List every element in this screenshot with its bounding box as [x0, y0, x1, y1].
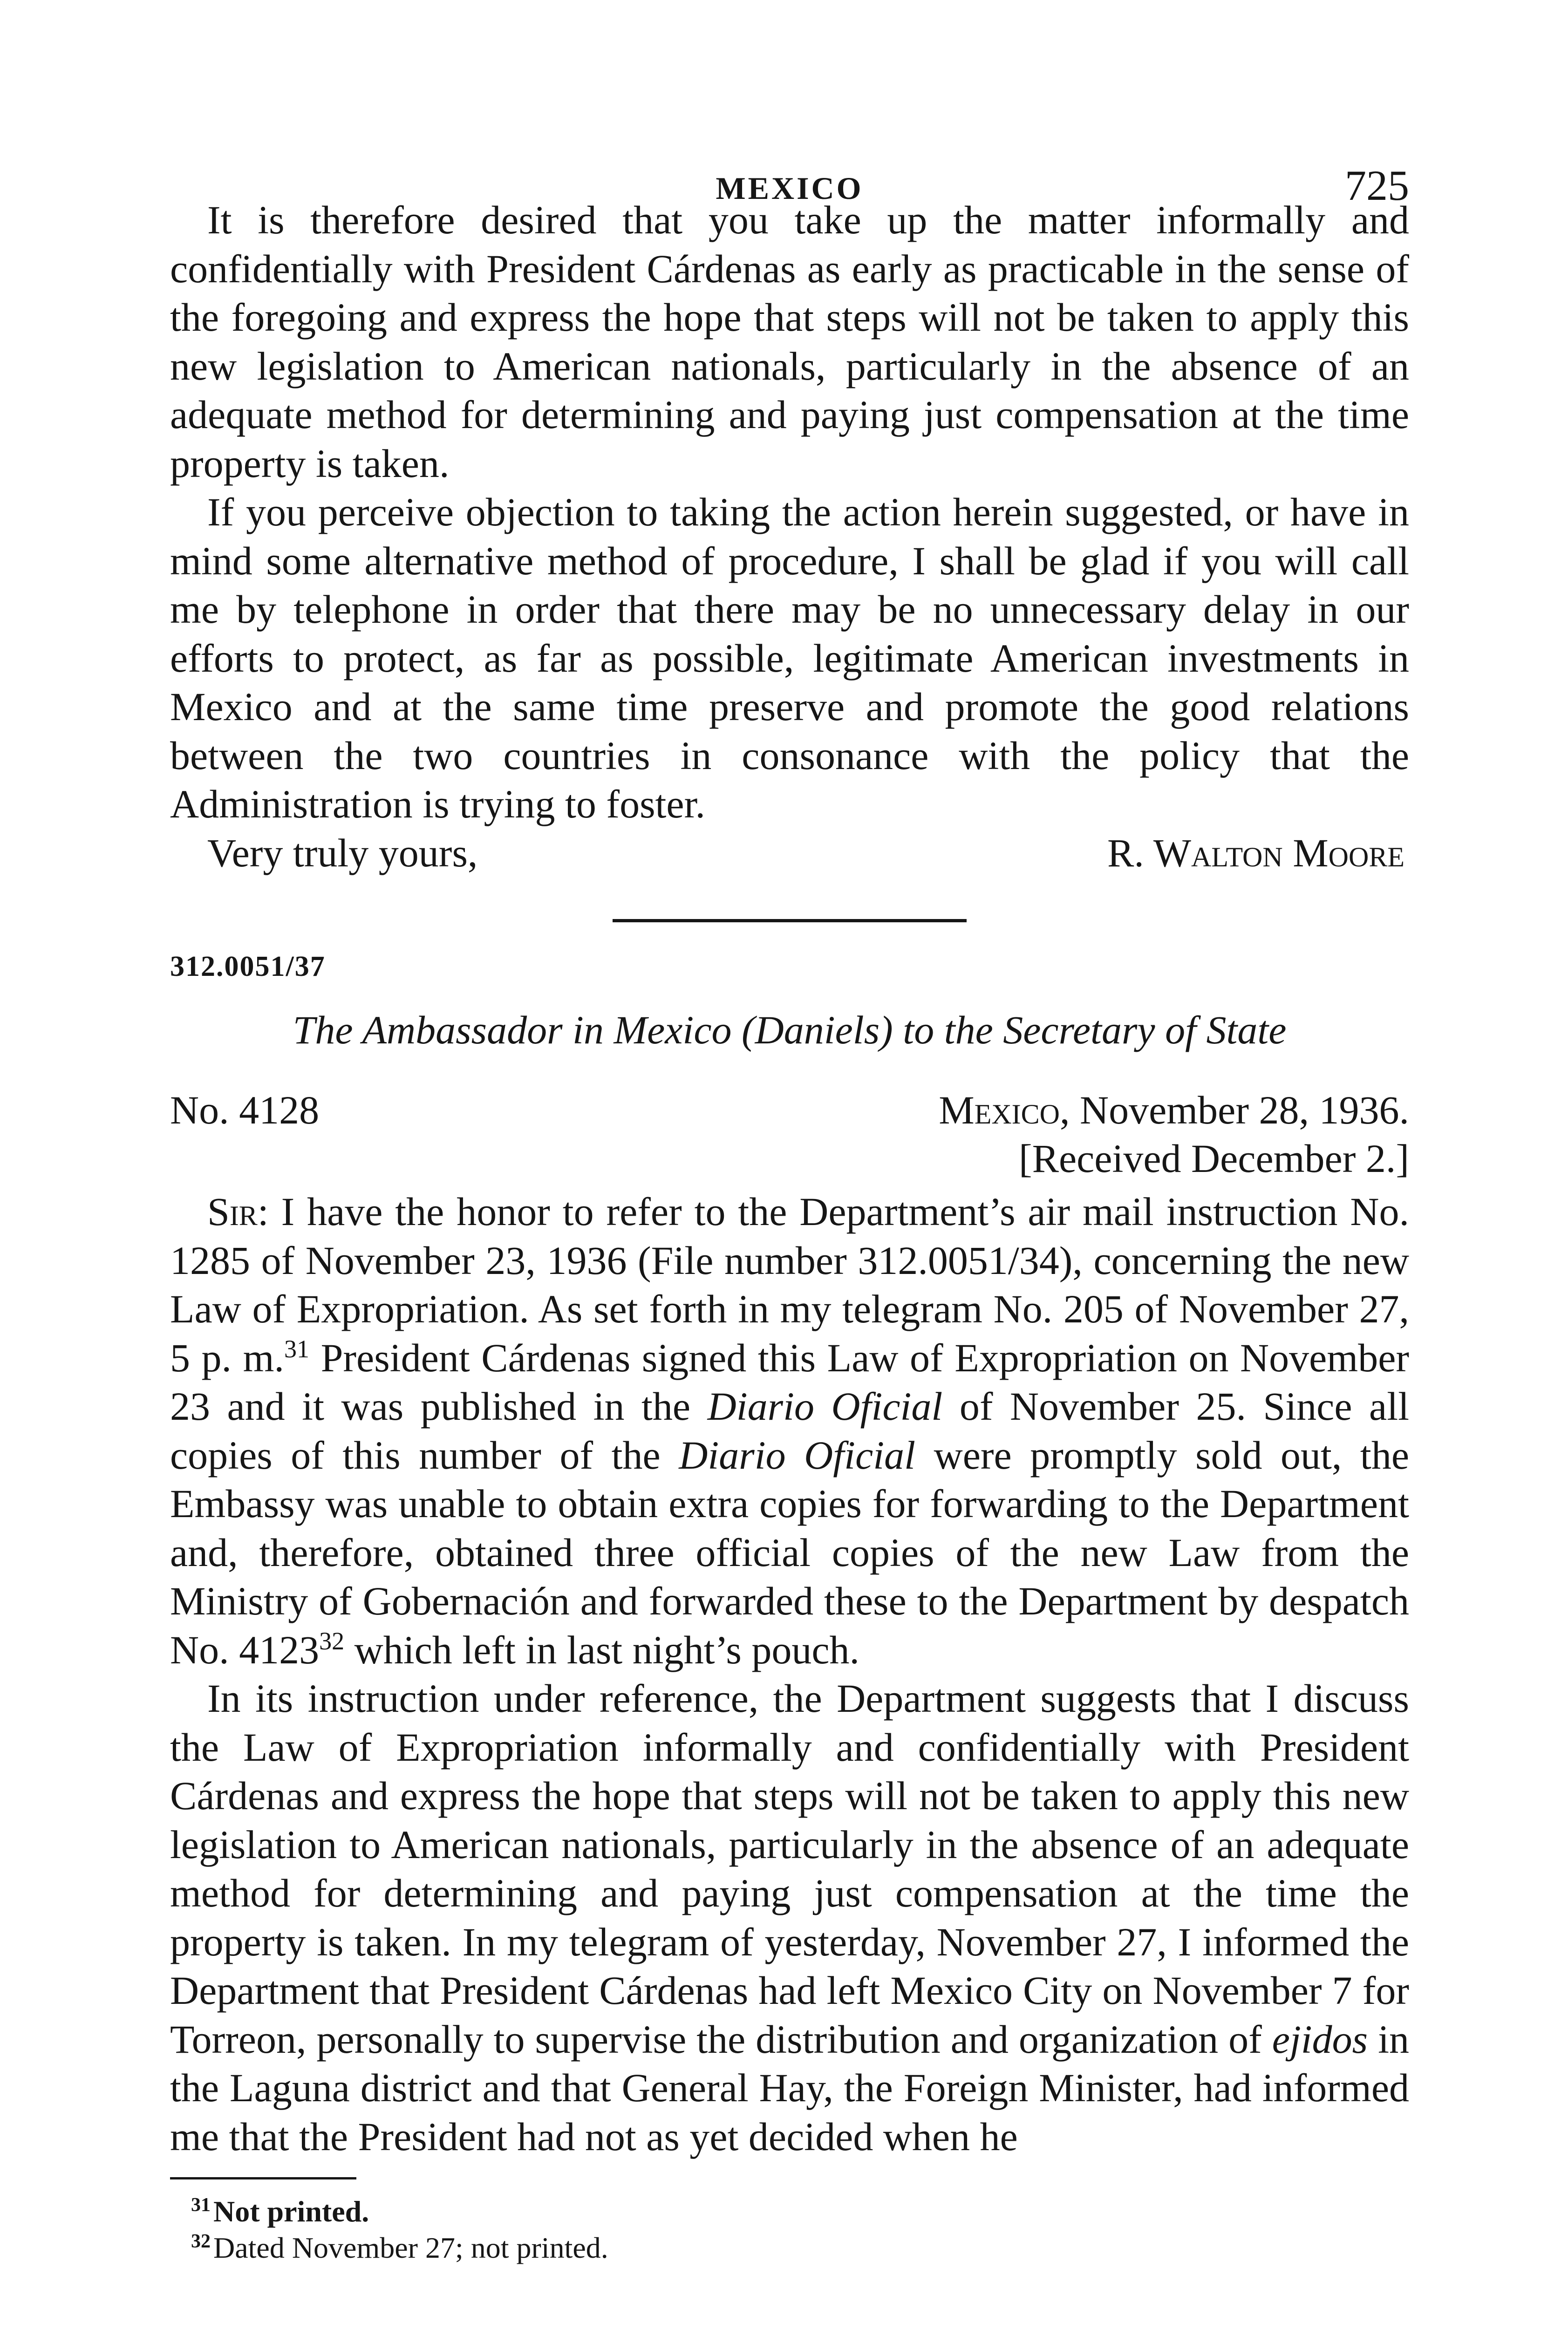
footnote-mark: 32 — [191, 2231, 211, 2252]
section-divider — [613, 919, 967, 922]
footnote-ref-32: 32 — [319, 1627, 345, 1655]
letter-paragraph-2: If you perceive objection to taking the action herein suggested, or have in mind some alternative method of procedure, I shall be glad if you will call me by telephone in order that there may be no unnecessary delay in our efforts to protect, as far as possible, legitimate American investments in Mexico and at the same time preserve and promote the good relations between the two countries in consonance with the policy that the Administration is trying to foster. — [170, 490, 1409, 826]
letter-paragraph-1: It is therefore desired that you take up the matter informally and confidentially with President Cárdenas as early as practicable in the sense of the foregoing and express the hope that steps will not be taken to apply this new legislation to American nationals, particularly in the absence of an adequate method for determining and paying just compensation at the time property is taken. — [170, 197, 1409, 486]
footnote-text: Dated November 27; not printed. — [213, 2231, 608, 2264]
footnote-31 — [170, 2193, 1409, 2230]
diario-oficial-ref: Diario Oficial — [707, 1384, 943, 1429]
file-number: 312.0051/37 — [170, 951, 326, 982]
ejidos-term: ejidos — [1272, 2016, 1368, 2062]
document-page — [170, 116, 1409, 2266]
place-name: Mexico — [939, 1088, 1060, 1132]
despatch-paragraph-1: Sir: I have the honor to refer to the Department’s air mail instruction No. 1285 of November 23, 1936 (File number 312.0051/34), concerning the new Law of Expropriation. As set forth in my telegram No. 205 of November 27, 5 p. m.$^{31}$ President Cárdenas signed this Law of Expropriation on November 23 and it was published in the Diario Oficial of November 25. Since all copies of this number of the Diario Oficial were promptly sold out, the Embassy was unable to obtain extra copies for forwarding to the Department and, therefore, obtained three official copies of the new Law from the Ministry of Gobernación and forwarded these to the Department by despatch No. 4123$^{32}$ which left in last night’s pouch. — [170, 1189, 1410, 1672]
despatch-number: No. 4128 — [170, 1088, 320, 1132]
running-head: MEXICO — [716, 170, 864, 206]
document-title: The Ambassador in Mexico (Daniels) to the Secretary of State — [293, 1008, 1287, 1052]
diario-oficial-ref: Diario Oficial — [679, 1432, 916, 1478]
footnote-32 — [170, 2230, 1409, 2266]
footnote-rule — [170, 2177, 356, 2179]
dateline — [170, 1086, 1409, 1187]
footnote-ref-31: 31 — [284, 1335, 310, 1363]
signature: R. Walton Moore — [1107, 830, 1404, 875]
footnote-text: Not printed. — [213, 2195, 369, 2228]
page-number: 725 — [1345, 162, 1409, 209]
letter-closing — [170, 829, 1409, 878]
place-and-date — [939, 1086, 1409, 1135]
despatch-paragraph-2: In its instruction under reference, the Department suggests that I discuss the Law of Expropriation informally and confidentially with President Cárdenas and express the hope that steps will not be taken to apply this new legislation to American nationals, particularly in the absence of an adequate method for determining and paying just compensation at the time the property is taken. In my telegram of yesterday, November 27, I informed the Department that President Cárdenas had left Mexico City on November 7 for Torreon, personally to supervise the distribution and organization of ejidos in the Laguna district and that General Hay, the Foreign Minister, had informed me that the President had not as yet decided when he — [170, 1676, 1410, 2159]
received-date: [Received December 2.] — [1018, 1136, 1409, 1181]
salutation: Sir — [207, 1189, 258, 1234]
despatch-date: , November 28, 1936. — [1060, 1088, 1409, 1132]
page-header — [170, 116, 1409, 209]
footnote-mark: 31 — [191, 2194, 211, 2216]
complimentary-close: Very truly yours, — [207, 830, 478, 875]
